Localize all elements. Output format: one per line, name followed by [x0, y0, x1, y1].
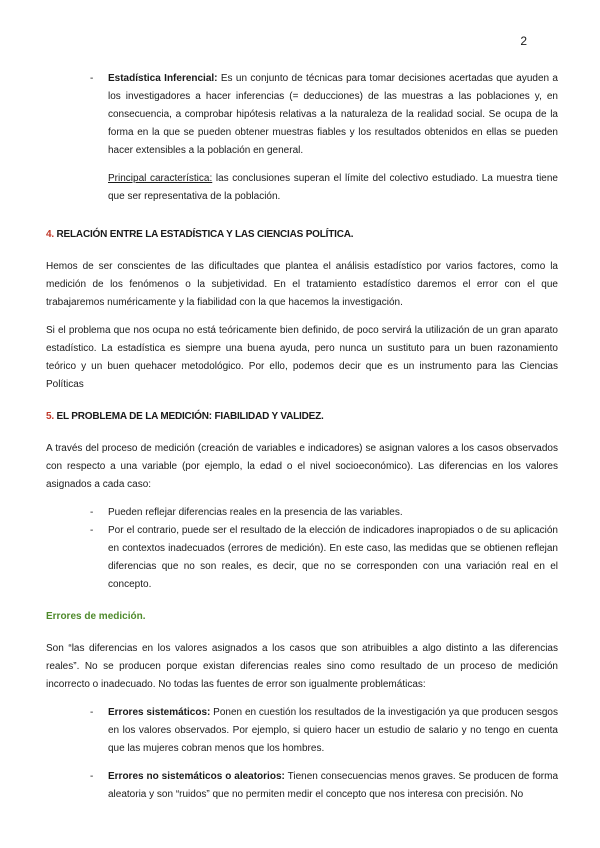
bullet-text: Por el contrario, puede ser el resultado de la elección de indicadores inapropiados o de su aplicación en contextos inadecuados (errores de medición). En este caso, las medidas que se obtienen reflejan diferencias que no son reales, es decir, que no se corresponden con una variación real en el concepto.: [108, 525, 558, 590]
caracteristica-label: Principal característica:: [108, 173, 213, 184]
section-4-number: 4.: [46, 229, 54, 240]
bullet-dash: -: [90, 525, 94, 536]
section-5-bullet-2: [46, 522, 558, 594]
section-5-heading: [46, 408, 558, 426]
section-4-title: RELACIÓN ENTRE LA ESTADÍSTICA Y LAS CIENCIAS POLÍTICA.: [53, 229, 354, 240]
section-5-number: 5.: [46, 411, 54, 422]
aleatorios-term: Errores no sistemáticos o aleatorios:: [108, 771, 285, 782]
inferencial-paragraph: [108, 70, 558, 160]
bullet-inferencial: [46, 70, 558, 160]
document-body: [46, 70, 558, 804]
errores-heading: Errores de medición.: [46, 611, 146, 622]
inferencial-text: Es un conjunto de técnicas para tomar decisiones acertadas que ayuden a los investigadores a hacer inferencias (= deducciones) de las muestras a las poblaciones y, en consecuencia, a comprobar hipótesis relativas a la naturaleza de la realidad social. Se ocupa de la forma en la que se pueden obtener muestras fiables y los resultados obtenidos en ellas se pueden hacer extensibles a la población en general.: [108, 73, 558, 156]
inferencial-term: Estadística Inferencial:: [108, 73, 218, 84]
bullet-dash: -: [90, 507, 94, 518]
section-4-heading: [46, 226, 558, 244]
section-5-para-1: A través del proceso de medición (creación de variables e indicadores) se asignan valores a los casos observados con respecto a una variable (por ejemplo, la edad o el nivel socioeconómico). Las diferencias en los valores asignados a cada caso:: [46, 443, 558, 490]
sistematicos-text: Ponen en cuestión los resultados de la investigación ya que producen sesgos en los valores observados. Por ejemplo, si quiero hacer un estudio de salario y no tengo en cuenta que las mujeres cobran menos que los hombres.: [108, 707, 558, 754]
aleatorios-text: Tienen consecuencias menos graves. Se producen de forma aleatoria y son “ruidos” que no permiten medir el concepto que nos interesa con precisión. No: [108, 771, 559, 800]
section-5-bullet-1: [46, 504, 558, 522]
section-5-title: EL PROBLEMA DE LA MEDICIÓN: FIABILIDAD Y VALIDEZ.: [53, 411, 324, 422]
errores-sistematicos-item: [46, 704, 558, 758]
section-4-para-2: Si el problema que nos ocupa no está teóricamente bien definido, de poco servirá la utilización de un gran aparato estadístico. La estadística es siempre una buena ayuda, pero nunca un sustituto para un buen razonamiento teórico y un buen quehacer metodológico. Por ello, podemos decir que es un instrumento para las Ciencias Políticas: [46, 325, 558, 390]
bullet-dash: -: [90, 771, 94, 782]
caracteristica-paragraph: [46, 170, 558, 206]
bullet-text: Pueden reflejar diferencias reales en la presencia de las variables.: [108, 507, 403, 518]
bullet-dash: -: [90, 707, 94, 718]
errores-paragraph: Son “las diferencias en los valores asignados a los casos que son atribuibles a algo distinto a las diferencias reales”. No se producen porque existan diferencias reales sino como resultado de un proceso de medición incorrecto o inadecuado. No todas las fuentes de error son igualmente problemáticas:: [46, 643, 558, 690]
caracteristica-text: las conclusiones superan el límite del colectivo estudiado. La muestra tiene que ser representativa de la población.: [108, 173, 558, 202]
bullet-dash: -: [90, 73, 94, 84]
sistematicos-term: Errores sistemáticos:: [108, 707, 211, 718]
section-4-para-1: Hemos de ser conscientes de las dificultades que plantea el análisis estadístico por varios factores, como la medición de los fenómenos o la subjetividad. En el tratamiento estadístico daremos el error con el que trabajaremos numéricamente y la fiabilidad con la que hacemos la investigación.: [46, 261, 558, 308]
page-number: 2: [520, 34, 527, 48]
errores-aleatorios-item: [46, 768, 558, 804]
